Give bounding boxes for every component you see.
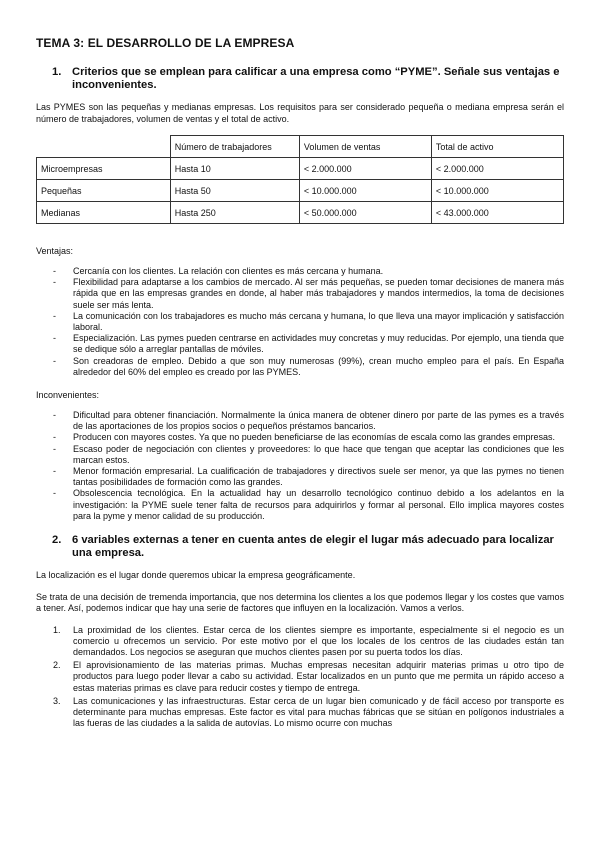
ventajas-list	[36, 266, 564, 378]
localizacion-intro: Se trata de una decisión de tremenda importancia, que nos determina los clientes a los que podemos llegar y los costes que vamos a tener. Así, podemos indicar que hay una serie de factores que influyen en la localización. Vamos a verlos.	[36, 591, 564, 614]
list-item: 1. La proximidad de los clientes. Estar cerca de los clientes siempre es importante, especialmente si el negocio es un comercio u ofrecemos un servicio. Por este motivo por el que los locales de los centros de las ciudades están tan demandados. Los negocios se aseguran que muchos clientes pasen por su puerta todos los días.	[53, 624, 564, 657]
document-page	[36, 36, 564, 731]
table-row	[37, 180, 564, 202]
list-item: - Especialización. Las pymes pueden centrarse en actividades muy concretas y muy reducidas. Por ejemplo, una tienda que se dedique sólo a arreglar pantallas de móviles.	[53, 333, 564, 355]
list-item: 3. Las comunicaciones y las infraestructuras. Estar cerca de un lugar bien comunicado y de fácil acceso por transporte es determinante para muchas empresas. Este factor es vital para muchas fábricas que se sitúan en polígonos industriales a las fueras de las ciudades a la salida de autovías. Lo mismo ocurre con muchas	[53, 695, 564, 729]
list-item-text: Obsolescencia tecnológica. En la actualidad hay un desarrollo tecnológico continuo debido a los adelantos en la investigación: la PYME suele tener falta de recursos para adquirirlos y formar al personal. Ello implica mayores costes para la pyme y menor calidad de su producción.	[73, 488, 564, 521]
table-cell: Medianas	[37, 202, 171, 224]
table-cell: < 2.000.000	[299, 158, 431, 180]
list-item: - Menor formación empresarial. La cualificación de trabajadores y directivos suele ser menor, ya que las pymes no tienen tantas posibilidades de formación como las grandes.	[53, 466, 564, 488]
table-header-cell: Total de activo	[431, 136, 563, 158]
list-item-text: Dificultad para obtener financiación. Normalmente la única manera de obtener dinero por parte de las pymes es a través de las aportaciones de los propios socios o pequeños préstamos bancarios.	[73, 410, 564, 432]
localizacion-definition: La localización es el lugar donde queremos ubicar la empresa geográficamente.	[36, 570, 356, 581]
page-title: TEMA 3: EL DESARROLLO DE LA EMPRESA	[36, 36, 295, 50]
table-cell: < 43.000.000	[431, 202, 563, 224]
factores-list	[36, 625, 564, 730]
inconvenientes-label: Inconvenientes:	[36, 390, 100, 401]
table-row	[37, 158, 564, 180]
list-item-text: Flexibilidad para adaptarse a los cambios de mercado. Al ser más pequeñas, se pueden tomar decisiones de manera más rápida que en las empresas grandes en donde, al haber más trabajadores y mandos intermedios, la toma de decisiones suele ser más lenta.	[73, 277, 564, 310]
list-item-text: Las comunicaciones y las infraestructuras. Estar cerca de un lugar bien comunicado y de fácil acceso por transporte es determinante para muchas empresas. Este factor es vital para muchas fábricas que se sitúan en polígonos industriales a las fueras de las ciudades a la salida de autovías. Lo mismo ocurre con muchas	[73, 695, 564, 729]
list-item-text: La proximidad de los clientes. Estar cerca de los clientes siempre es importante, especialmente si el negocio es un comercio u ofrecemos un servicio. Por este motivo por el que los locales de los centros de las ciudades están tan demandados. Los negocios se aseguran que muchos clientes pasen por su puerta todos los días.	[73, 624, 564, 657]
pymes-table	[36, 135, 564, 224]
list-item: - Producen con mayores costes. Ya que no pueden beneficiarse de las economías de escala como las grandes empresas.	[53, 432, 555, 443]
table-cell: Hasta 50	[170, 180, 299, 202]
list-item: - Escaso poder de negociación con clientes y proveedores: lo que hace que tengan que aceptar las condiciones que les marcan estos.	[53, 443, 564, 465]
list-item-text: La comunicación con los trabajadores es mucho más cercana y humana, lo que lleva una mayor implicación y satisfacción laboral.	[73, 310, 564, 333]
table-cell: < 50.000.000	[299, 202, 431, 224]
list-item: 2. El aprovisionamiento de las materias primas. Muchas empresas necesitan adquirir materias primas u otro tipo de productos para luego poder llevar a cabo su actividad. Estar localizados en un punto que me permita un rápido acceso a estas materias primas es clave para reducir costes y tiempo de entrega.	[53, 660, 564, 693]
list-item: - Dificultad para obtener financiación. Normalmente la única manera de obtener dinero por parte de las pymes es a través de las aportaciones de los propios socios o pequeños préstamos bancarios.	[53, 410, 564, 432]
table-cell: Hasta 250	[170, 202, 299, 224]
table-cell: < 10.000.000	[431, 180, 563, 202]
table-cell: Pequeñas	[37, 180, 171, 202]
list-item: - Son creadoras de empleo. Debido a que son muy numerosas (99%), crean mucho empleo para el país. En España alrededor del 60% del empleo es creado por las PYMES.	[53, 355, 564, 377]
list-item: - La comunicación con los trabajadores es mucho más cercana y humana, lo que lleva una mayor implicación y satisfacción laboral.	[53, 310, 564, 333]
list-item-text: Escaso poder de negociación con clientes y proveedores: lo que hace que tengan que aceptar las condiciones que les marcan estos.	[73, 443, 564, 465]
list-item-text: Son creadoras de empleo. Debido a que son muy numerosas (99%), crean mucho empleo para el país. En España alrededor del 60% del empleo es creado por las PYMES.	[73, 355, 564, 377]
table-header-cell: Volumen de ventas	[299, 136, 431, 158]
table-header-cell	[37, 136, 171, 158]
question-1	[36, 66, 564, 92]
list-item: - Flexibilidad para adaptarse a los cambios de mercado. Al ser más pequeñas, se pueden tomar decisiones de manera más rápida que en las empresas grandes en donde, al haber más trabajadores y mandos intermedios, la toma de decisiones suele ser más lenta.	[53, 277, 564, 310]
table-header-row	[37, 136, 564, 158]
table-row	[37, 202, 564, 224]
ventajas-label: Ventajas:	[36, 246, 74, 256]
table-cell: < 10.000.000	[299, 180, 431, 202]
list-item-text: Especialización. Las pymes pueden centrarse en actividades muy concretas y muy reducidas. Por ejemplo, una tienda que se dedique sólo a arreglar pantallas de móviles.	[73, 333, 564, 355]
question-2	[36, 534, 564, 560]
table-header-cell: Número de trabajadores	[170, 136, 299, 158]
table-cell: Hasta 10	[170, 158, 299, 180]
list-item-text: Cercanía con los clientes. La relación con clientes es más cercana y humana.	[73, 266, 384, 276]
list-item: - Obsolescencia tecnológica. En la actualidad hay un desarrollo tecnológico continuo debido a los adelantos en la investigación: la PYME suele tener falta de recursos para adquirirlos y formar al personal. Ello implica mayores costes para la pyme y menor calidad de su producción.	[53, 488, 564, 521]
question-2-text: 6 variables externas a tener en cuenta antes de elegir el lugar más adecuado para localizar una empresa.	[72, 534, 554, 560]
list-item-text: El aprovisionamiento de las materias primas. Muchas empresas necesitan adquirir materias primas u otro tipo de productos para luego poder llevar a cabo su actividad. Estar localizados en un punto que me permita un rápido acceso a estas materias primas es clave para reducir costes y tiempo de entrega.	[73, 660, 564, 693]
list-item-text: Menor formación empresarial. La cualificación de trabajadores y directivos suele ser menor, ya que las pymes no tienen tantas posibilidades de formación como las grandes.	[73, 466, 564, 488]
table-cell: < 2.000.000	[431, 158, 563, 180]
question-2-number: 2.	[52, 534, 62, 547]
question-1-number: 1.	[52, 66, 62, 78]
table-cell: Microempresas	[37, 158, 171, 180]
list-item: - Cercanía con los clientes. La relación con clientes es más cercana y humana.	[53, 266, 384, 276]
list-item-text: Producen con mayores costes. Ya que no pueden beneficiarse de las economías de escala como las grandes empresas.	[73, 432, 555, 443]
pymes-intro: Las PYMES son las pequeñas y medianas empresas. Los requisitos para ser considerado pequeña o mediana empresa serán el número de trabajadores, volumen de ventas y el total de activo.	[36, 102, 564, 124]
question-1-text: Criterios que se emplean para calificar a una empresa como “PYME”. Señale sus ventajas e inconvenientes.	[72, 66, 560, 91]
inconvenientes-list	[36, 410, 564, 522]
